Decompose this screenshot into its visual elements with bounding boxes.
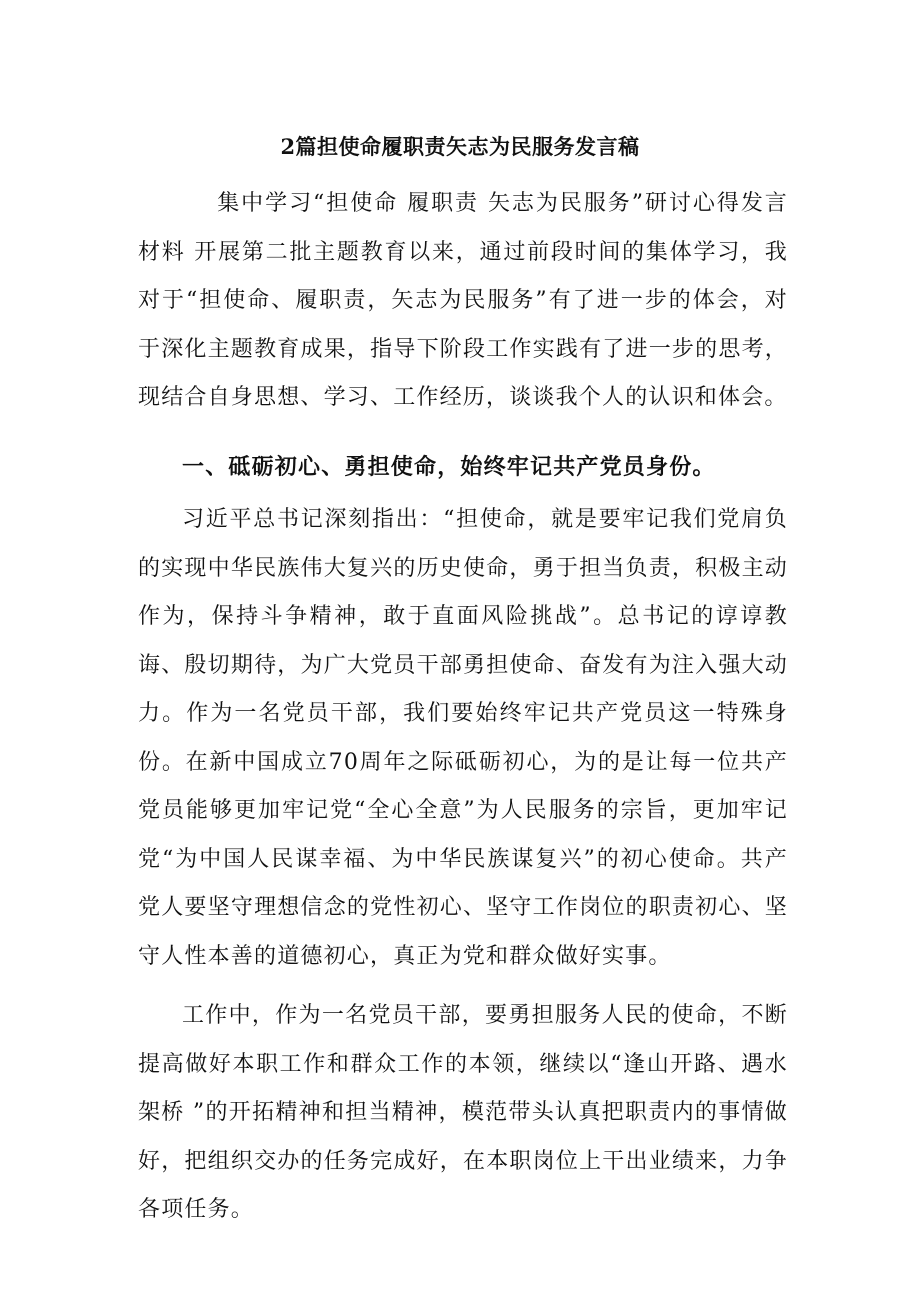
section-heading-1: 一、砥砺初心、勇担使命，始终牢记共产党员身份。	[182, 454, 716, 480]
intro-paragraph: 集中学习“担使命 履职责 矢志为民服务”研讨心得发言材料 开展第二批主题教育以来，通过前段时间的集体学习，我对于“担使命、履职责，矢志为民服务”有了进一步的体会，对于深化主题教育成果，指导下阶段工作实践有了进一步的思考，现结合自身思想、学习、工作经历，谈谈我个人的认识和体会。	[138, 191, 788, 410]
document-title: 2篇担使命履职责矢志为民服务发言稿	[280, 134, 640, 159]
body-paragraph-1: 习近平总书记深刻指出：“担使命，就是要牢记我们党肩负的实现中华民族伟大复兴的历史使命，勇于担当负责，积极主动作为，保持斗争精神，敢于直面风险挑战”。总书记的谆谆教诲、殷切期待，为广大党员干部勇担使命、奋发有为注入强大动力。作为一名党员干部，我们要始终牢记共产党员这一特殊身份。在新中国成立70周年之际砥砺初心，为的是让每一位共产党员能够更加牢记党“全心全意”为人民服务的宗旨，更加牢记党“为中国人民谋幸福、为中华民族谋复兴”的初心使命。共产党人要坚守理想信念的党性初心、坚守工作岗位的职责初心、坚守人性本善的道德初心，真正为党和群众做好实事。	[138, 507, 788, 969]
body-paragraph-2: 工作中，作为一名党员干部，要勇担服务人民的使命，不断提高做好本职工作和群众工作的本领，继续以“逢山开路、遇水架桥 ”的开拓精神和担当精神，模范带头认真把职责内的事情做好，把组织交办的任务完成好，在本职岗位上干出业绩来，力争各项任务。	[138, 1003, 788, 1222]
